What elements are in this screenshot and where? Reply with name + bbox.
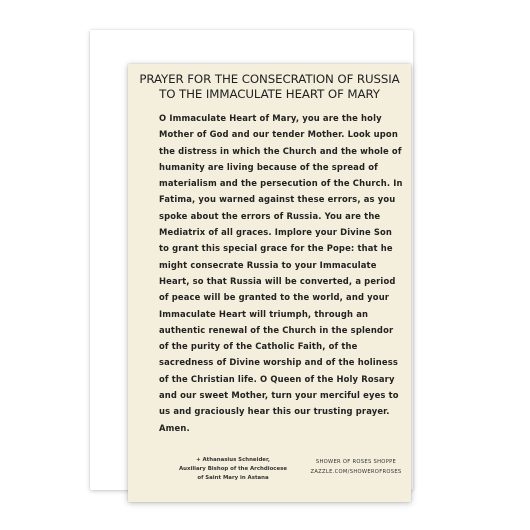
signature-line: of Saint Mary in Astana: [197, 475, 269, 482]
signature-line: + Athanasius Schneider,: [196, 457, 270, 463]
prayer-title: [128, 72, 411, 102]
card-front: [128, 64, 411, 502]
prayer-line: Heart, so that Russia will be converted, a period: [159, 275, 396, 286]
prayer-line: Amen.: [159, 422, 190, 433]
shop-name: SHOWER OF ROSES SHOPPE: [315, 459, 397, 465]
prayer-line: humanity are living because of the spread of: [159, 161, 378, 172]
prayer-line: Immaculate Heart will triumph, through an: [159, 308, 369, 319]
prayer-line: authentic renewal of the Church in the splendor: [159, 324, 394, 335]
prayer-line: us and graciously hear this our trusting prayer.: [159, 406, 390, 417]
prayer-line: and our sweet Mother, turn your merciful eyes to: [159, 390, 399, 401]
shop-credit: [310, 458, 402, 478]
prayer-line: materialism and the persecution of the Church. In: [159, 178, 403, 189]
prayer-line: spoke about the errors of Russia. You are the: [159, 210, 381, 221]
signature-block: [168, 456, 298, 484]
prayer-line: of peace will be granted to the world, and your: [159, 292, 390, 303]
prayer-line: Fatima, you warned against these errors, as you: [159, 194, 396, 205]
prayer-title-line-1: PRAYER FOR THE CONSECRATION OF RUSSIA: [139, 72, 400, 86]
prayer-line: O Immaculate Heart of Mary, you are the holy: [159, 113, 382, 123]
prayer-text: [159, 110, 411, 436]
prayer-line: Mother of God and our tender Mother. Look upon: [159, 129, 398, 140]
prayer-line: sacredness of Divine worship and of the holiness: [159, 357, 398, 368]
signature-line: Auxiliary Bishop of the Archdiocese: [178, 466, 288, 473]
shop-url: ZAZZLE.COM/SHOWEROFROSES: [310, 468, 402, 475]
prayer-line: might consecrate Russia to your Immaculate: [159, 259, 377, 270]
prayer-line: of the purity of the Catholic Faith, of the: [159, 341, 358, 352]
prayer-title-line-2: TO THE IMMACULATE HEART OF MARY: [159, 87, 380, 101]
prayer-line: the distress in which the Church and the whole of: [159, 145, 402, 156]
prayer-line: of the Christian life. O Queen of the Holy Rosary: [159, 373, 395, 384]
prayer-line: to grant this special grace for the Pope: that he: [159, 243, 393, 254]
prayer-line: Mediatrix of all graces. Implore your Divine Son: [159, 227, 393, 238]
